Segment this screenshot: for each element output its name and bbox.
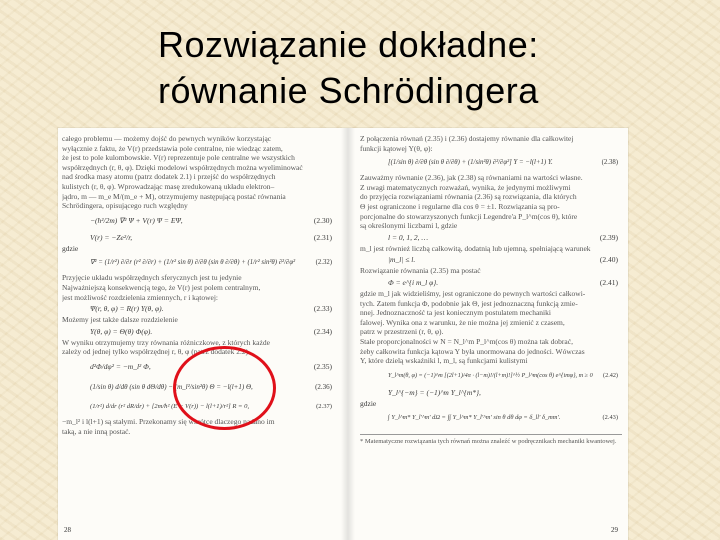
equation-text: Ψ(r, θ, φ) = R(r) Y(θ, φ). [90,304,164,314]
text-line: do przyjęcia rozwiązaniami równania (2.36) są rozwiązania, dla których [360,192,577,202]
right-page [360,134,622,540]
equation-text: ∇² = (1/r²) ∂/∂r (r² ∂/∂r) + (1/r² sin θ) ∂/∂θ (sin θ ∂/∂θ) + (1/r² sin²θ) ∂²/∂φ² [90,259,296,267]
equation-number: (2.40) [599,255,618,265]
book-gutter [341,128,355,540]
equation-text: d²Φ/dφ² = −m_l² Φ, [90,361,151,371]
text-line: m_l jest również liczbą całkowitą, dodatnią lub ujemną, spełniającą warunek [360,243,591,253]
equation-text: [(1/sin θ) ∂/∂θ (sin θ ∂/∂θ) + (1/sin²θ) ∂²/∂φ²] Y = −l(l+1) Y. [388,159,553,167]
text-line: nad środka masy atomu (patrz dodatek 2.1) i przejść do współrzędnych [62,172,276,182]
equation-text: |m_l| ≤ l. [388,255,416,265]
text-line: Przyjęcie układu współrzędnych sferycznych jest tu jedynie [62,273,242,283]
text-line: wyłącznie z faktu, że V(r) przedstawia pole centralne, nie wiedząc zatem, [62,143,283,153]
text-line: kulistych (r, θ, φ). Wprowadzając masę zredukowaną układu elektron– [62,181,275,191]
scanned-book-pages [58,128,628,540]
equation-conjugate [360,386,622,399]
text-line: W wyniku otrzymujemy trzy równania różniczkowe, z których każde [62,337,270,347]
footnote: * Matematyczne rozwiązania tych równań można znaleźć w podręcznikach mechaniki kwantowej. [360,434,622,447]
text-line: funkcji kątowej Y(θ, φ): [360,143,433,153]
page-number: 28 [64,526,71,535]
slide-title-line-2: równanie Schrödingera [158,70,539,111]
equation-text: −(ħ²/2m) ∇² Ψ + V(r) Ψ = EΨ, [90,215,183,225]
equation-text: Y_l^{−m} = (−1)^m Y_l^{m*}, [388,387,481,397]
equation-number: (2.36) [315,382,332,391]
text-line: tych. Zatem funkcja Φ, podobnie jak Θ, jest jednoznaczną funkcją zmie- [360,298,578,308]
text-line: współrzędnych (r, θ, φ). Dzięki modelowi współrzędnych można wyeliminować [62,162,303,172]
text-line: jądro, m — m_e M/(m_e + M), otrzymujemy następującą postać równania [62,191,286,201]
equation-number: (2.43) [602,414,618,422]
equation-schrodinger [62,211,336,231]
equation-number: (2.31) [313,232,332,242]
slide-title-line-1: Rozwiązanie dokładne: [158,24,539,65]
text-line: że jest to pole kulombowskie. V(r) reprezentuje pole centralne we wszystkich [62,153,295,163]
equation-l-values [360,231,622,244]
text-line: jest możliwość rozdzielenia zmiennych, r i kątowej: [62,292,218,302]
text-line: gdzie m_l jak widzieliśmy, jest ograniczone do pewnych wartości całkowi- [360,288,586,298]
text-line: gdzie [62,243,79,253]
text-line: Z uwagi matematycznych rozważań, wynika, że jedynymi możliwymi [360,182,571,192]
text-line: są określonymi liczbami l, gdzie [360,221,458,231]
text-line: Najważniejszą konsekwencją tego, że V(r) jest polem centralnym, [62,282,261,292]
page-number: 29 [611,526,618,535]
equation-number: (2.41) [599,277,618,287]
equation-text: Y(θ, φ) = Θ(θ) Φ(φ). [90,326,153,336]
equation-phi-solution [360,276,622,289]
equation-number: (2.39) [599,232,618,242]
equation-text: l = 0, 1, 2, … [388,232,429,242]
text-line: całego problemu — możemy dojść do pewnych wyników korzystając [62,134,272,143]
highlight-circle [173,346,276,430]
equation-number: (2.30) [313,215,332,225]
text-line: Rozwiązanie równania (2.35) ma postać [360,266,481,276]
text-line: Y, które dzielą wskaźniki l, m_l, są funkcjami kulistymi [360,356,528,366]
equation-text: ∫ Y_l^m* Y_l'^m' dΩ = ∫∫ Y_l^m* Y_l'^m' sin θ dθ dφ = δ_ll' δ_mm'. [388,414,561,422]
text-line: nnej. Jednoznaczność ta jest koniecznym postulatem mechaniki [360,308,551,318]
left-page [62,134,336,540]
equation-angular-separation [62,325,336,338]
equation-ml-condition [360,253,622,266]
text-line: Z połączenia równań (2.35) i (2.36) dostajemy równanie dla całkowitej [360,134,574,143]
text-line: gdzie [360,398,377,408]
equation-number: (2.38) [601,159,618,167]
slide-title [158,22,539,114]
equation-text: Φ = e^{i m_l φ}. [388,277,439,287]
equation-number: (2.37) [316,402,332,410]
equation-orthonormality [360,408,622,428]
text-line: falowej. Wynika ona z warunku, że nie można jej zmienić z czasem, [360,317,565,327]
text-line: żeby całkowita funkcja kątowa Y była unormowana do jedności. Wówczas [360,346,585,356]
equation-text: (1/r²) d/dr (r² dR/dr) + [2m/ħ² (E − V(r)) − l(l+1)/r²] R = 0, [90,402,250,410]
equation-number: (2.34) [313,326,332,336]
text-line: Zauważmy równanie (2.36), jak (2.38) są równaniami na wartości własne. [360,173,583,183]
equation-number: (2.42) [603,371,618,379]
equation-text: V(r) = −Ze²/r, [90,232,133,242]
equation-laplacian [62,253,336,273]
text-line: taką, a nie inną postać. [62,426,131,436]
equation-separation [62,302,336,315]
text-line: zależy od jednej tylko współrzędnej r, θ, φ (patrz dodatek 2.2) [62,347,249,357]
text-line: Stałe proporcjonalności w N = N_l^m P_l^m(cos θ) można tak dobrać, [360,336,573,346]
equation-angular [360,153,622,173]
equation-text: (1/sin θ) d/dθ (sin θ dΘ/dθ) − (m_l²/sin²θ) Θ = −l(l+1) Θ, [90,382,253,391]
text-line: −m_l² i l(l+1) są stałymi. Przekonamy się wkrótce dlaczego nadano im [62,416,275,426]
equation-potential [62,231,336,244]
text-line: patrz w przestrzeni (r, θ, φ). [360,327,444,337]
text-line: Θ jest ograniczone i regularne dla cos θ = ±1. Rozwiązania są pro- [360,201,560,211]
equation-number: (2.35) [313,361,332,371]
equation-spherical-harmonics [360,366,622,386]
text-line: porcjonalne do stowarzyszonych funkcji Legendre'a P_l^m(cos θ), które [360,211,578,221]
equation-number: (2.32) [315,259,332,267]
text-line: Możemy jest także dalsze rozdzielenie [62,315,178,325]
equation-number: (2.33) [313,304,332,314]
text-line: Schrödingera, opisującego ruch względny [62,201,188,211]
equation-text: Y_l^m(θ, φ) = (−1)^m [(2l+1)/4π · (l−m)!/(l+m)!]^½ P_l^m(cos θ) e^{imφ}, m ≥ 0 [388,371,593,379]
